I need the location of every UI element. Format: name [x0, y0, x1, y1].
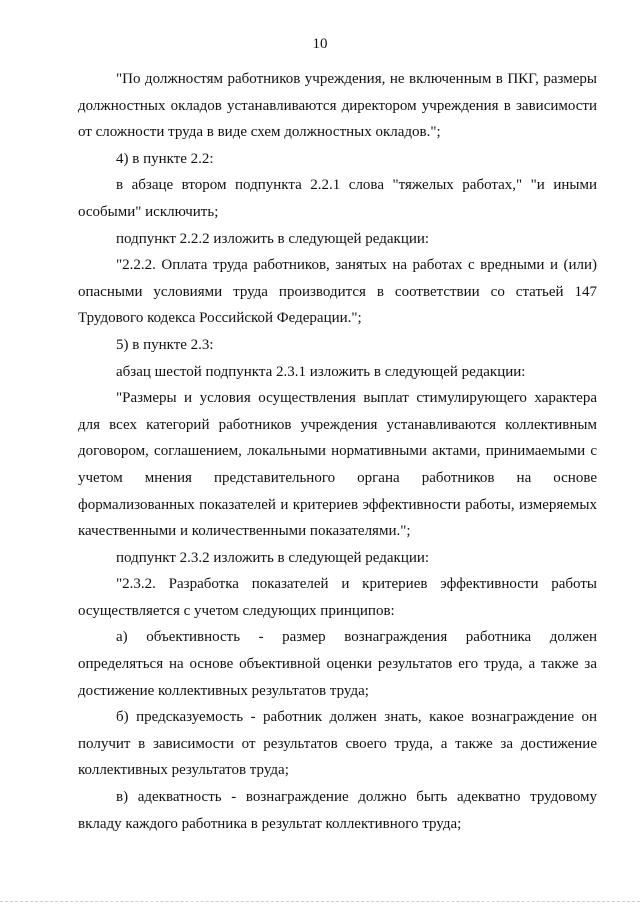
paragraph-12: б) предсказуемость - работник должен знать, какое вознаграждение он получит в зависимости от результатов своего труда, а также за достижение коллективных результатов труда;	[78, 709, 597, 779]
paragraph-10: "2.3.2. Разработка показателей и критериев эффективности работы осуществляется с учетом следующих принципов:	[78, 576, 597, 619]
page-number: 10	[312, 36, 328, 52]
scan-edge-artifact	[0, 901, 640, 905]
paragraph-2: 4) в пункте 2.2:	[116, 150, 214, 167]
paragraph-4: подпункт 2.2.2 изложить в следующей редакции:	[116, 230, 430, 247]
paragraph-6: 5) в пункте 2.3:	[116, 336, 214, 353]
paragraph-13: в) адекватность - вознаграждение должно быть адекватно трудовому вкладу каждого работника в результат коллективного труда;	[78, 789, 597, 832]
paragraph-3: в абзаце втором подпункта 2.2.1 слова "тяжелых работах," "и иными особыми" исключить;	[78, 177, 597, 220]
paragraph-7: абзац шестой подпункта 2.3.1 изложить в следующей редакции:	[116, 363, 526, 380]
paragraph-11: а) объективность - размер вознаграждения работника должен определяться на основе объективной оценки результатов его труда, а также за достижение коллективных результатов труда;	[78, 629, 597, 699]
paragraph-8: "Размеры и условия осуществления выплат стимулирующего характера для всех категорий работников учреждения устанавливаются коллективным договором, соглашением, локальными нормативными актами, принимаемыми с учетом мнения представительного органа работников на основе формализованных показателей и критериев эффективности работы, измеряемых качественными и количественными показателями.";	[78, 390, 597, 540]
paragraph-9: подпункт 2.3.2 изложить в следующей редакции:	[116, 549, 430, 566]
paragraph-5: "2.2.2. Оплата труда работников, занятых на работах с вредными и (или) опасными условиями труда производится в соответствии со статьей 147 Трудового кодекса Российской Федерации.";	[78, 257, 597, 327]
paragraph-1: "По должностям работников учреждения, не включенным в ПКГ, размеры должностных окладов устанавливаются директором учреждения в зависимости от сложности труда в виде схем должностных окладов.";	[78, 71, 597, 141]
document-body	[78, 66, 597, 837]
